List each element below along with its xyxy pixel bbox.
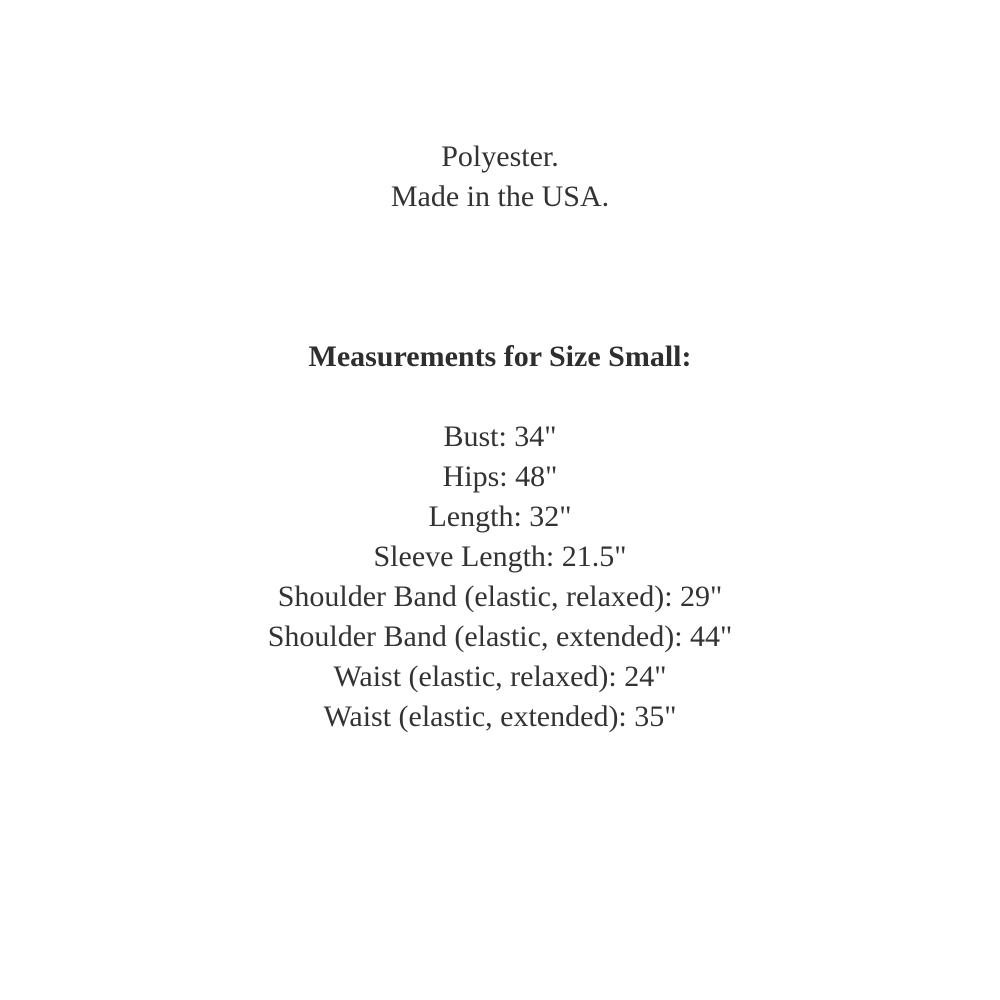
measurements-list [0,417,1000,737]
measurement-length: Length: 32" [428,500,572,533]
measurement-hips: Hips: 48" [442,460,558,493]
measurement-shoulder-band-extended: Shoulder Band (elastic, extended): 44" [267,620,733,653]
measurement-sleeve-length: Sleeve Length: 21.5" [373,540,627,573]
material-info [0,137,1000,217]
fabric-text: Polyester. [441,140,559,173]
measurement-waist-extended: Waist (elastic, extended): 35" [323,700,677,733]
measurements-heading: Measurements for Size Small: [308,340,692,373]
measurement-shoulder-band-relaxed: Shoulder Band (elastic, relaxed): 29" [277,580,723,613]
measurement-bust: Bust: 34" [443,420,557,453]
measurement-waist-relaxed: Waist (elastic, relaxed): 24" [333,660,667,693]
origin-text: Made in the USA. [390,180,610,213]
